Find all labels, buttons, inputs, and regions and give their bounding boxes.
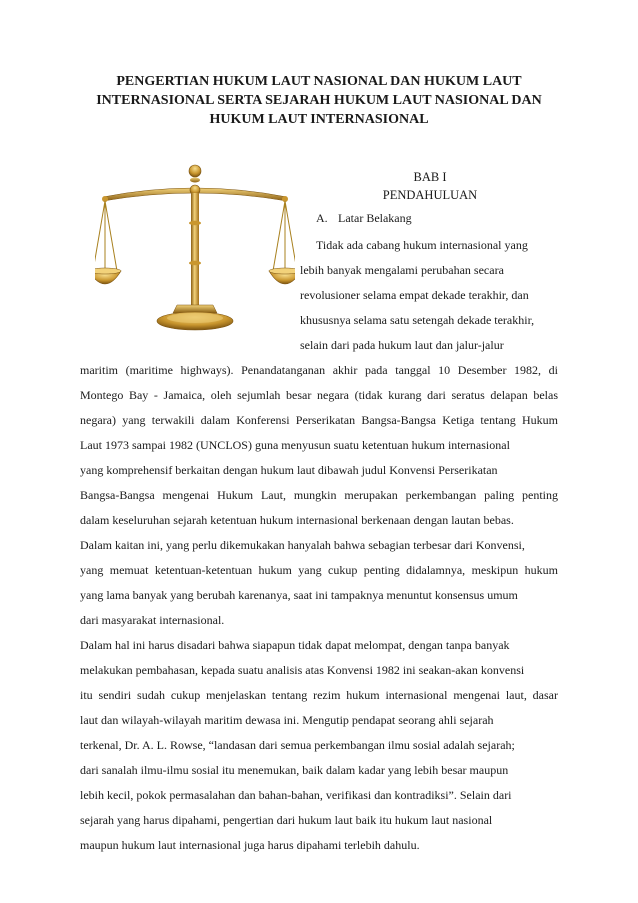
body-line: Bangsa-Bangsa mengenai Hukum Laut, mungkin merupakan perkembangan paling penting (80, 488, 558, 502)
body-line: negara) yang terwakili dalam Konferensi Perserikatan Bangsa-Bangsa Ketiga tentang Hukum (80, 413, 558, 427)
body-line: sejarah yang harus dipahami, pengertian dari hukum laut baik itu hukum laut nasional (80, 813, 493, 827)
body-line: terkenal, Dr. A. L. Rowse, “landasan dari semua perkembangan ilmu sosial adalah sejarah; (80, 738, 515, 752)
wrapped-line: Tidak ada cabang hukum internasional yang (316, 238, 528, 252)
section-title: Latar Belakang (338, 211, 412, 225)
body-line: maritim (maritime highways). Penandatanganan akhir pada tanggal 10 Desember 1982, di (80, 363, 558, 377)
wrapped-line: khususnya selama satu setengah dekade terakhir, (300, 313, 535, 327)
body-line: itu sendiri sudah cukup menjelaskan tentang rezim hukum internasional mengenai laut, dasar (80, 688, 558, 702)
body-line: yang komprehensif berkaitan dengan hukum laut dibawah judul Konvensi Perserikatan (80, 463, 498, 477)
document-title (80, 72, 558, 129)
body-line: lebih kecil, pokok permasalahan dan bahan-bahan, verifikasi dan kontradiksi”. Selain dari (80, 788, 512, 802)
body-line: Montego Bay - Jamaica, oleh sejumlah besar negara (tidak kurang dari seratus delapan belas (80, 388, 558, 402)
body-line: melakukan pembahasan, kepada suatu analisis atas Konvensi 1982 ini seakan-akan konvensi (80, 663, 525, 677)
body-line: Dalam kaitan ini, yang perlu dikemukakan hanyalah bahwa sebagian terbesar dari Konvensi, (80, 538, 525, 552)
title-line-3: HUKUM LAUT INTERNASIONAL (209, 112, 429, 127)
body-line: maupun hukum laut internasional juga harus dipahami terlebih dahulu. (80, 838, 420, 852)
wrapped-line: revolusioner selama empat dekade terakhir, dan (300, 288, 529, 302)
body-line: yang lama banyak yang berubah karenanya, saat ini tampaknya menuntut konsensus umum (80, 588, 518, 602)
chapter-name: PENDAHULUAN (382, 188, 478, 202)
title-line-1: PENGERTIAN HUKUM LAUT NASIONAL DAN HUKUM LAUT (116, 74, 522, 89)
scales-of-justice-icon (95, 163, 295, 338)
body-line: dalam keseluruhan sejarah ketentuan hukum internasional berkenaan dengan lautan bebas. (80, 513, 514, 527)
section-heading (316, 211, 412, 226)
body-line: laut dan wilayah-wilayah maritim dewasa ini. Mengutip pendapat seorang ahli sejarah (80, 713, 494, 727)
wrapped-line: lebih banyak mengalami perubahan secara (300, 263, 504, 277)
wrapped-line: selain dari pada hukum laut dan jalur-jalur (300, 338, 504, 352)
body-line: Laut 1973 sampai 1982 (UNCLOS) guna menyusun suatu ketentuan hukum internasional (80, 438, 510, 452)
title-line-2: INTERNASIONAL SERTA SEJARAH HUKUM LAUT NASIONAL DAN (96, 93, 542, 108)
body-line: yang memuat ketentuan-ketentuan hukum yang cukup penting didalamnya, meskipun hukum (80, 563, 558, 577)
body-line: dari sanalah ilmu-ilmu sosial itu menemukan, baik dalam kadar yang lebih besar maupun (80, 763, 509, 777)
body-line: Dalam hal ini harus disadari bahwa siapapun tidak dapat melompat, dengan tanpa banyak (80, 638, 510, 652)
section-letter: A. (316, 211, 328, 225)
body-line: dari masyarakat internasional. (80, 613, 225, 627)
chapter-number: BAB I (413, 170, 447, 184)
chapter-heading (360, 168, 500, 204)
